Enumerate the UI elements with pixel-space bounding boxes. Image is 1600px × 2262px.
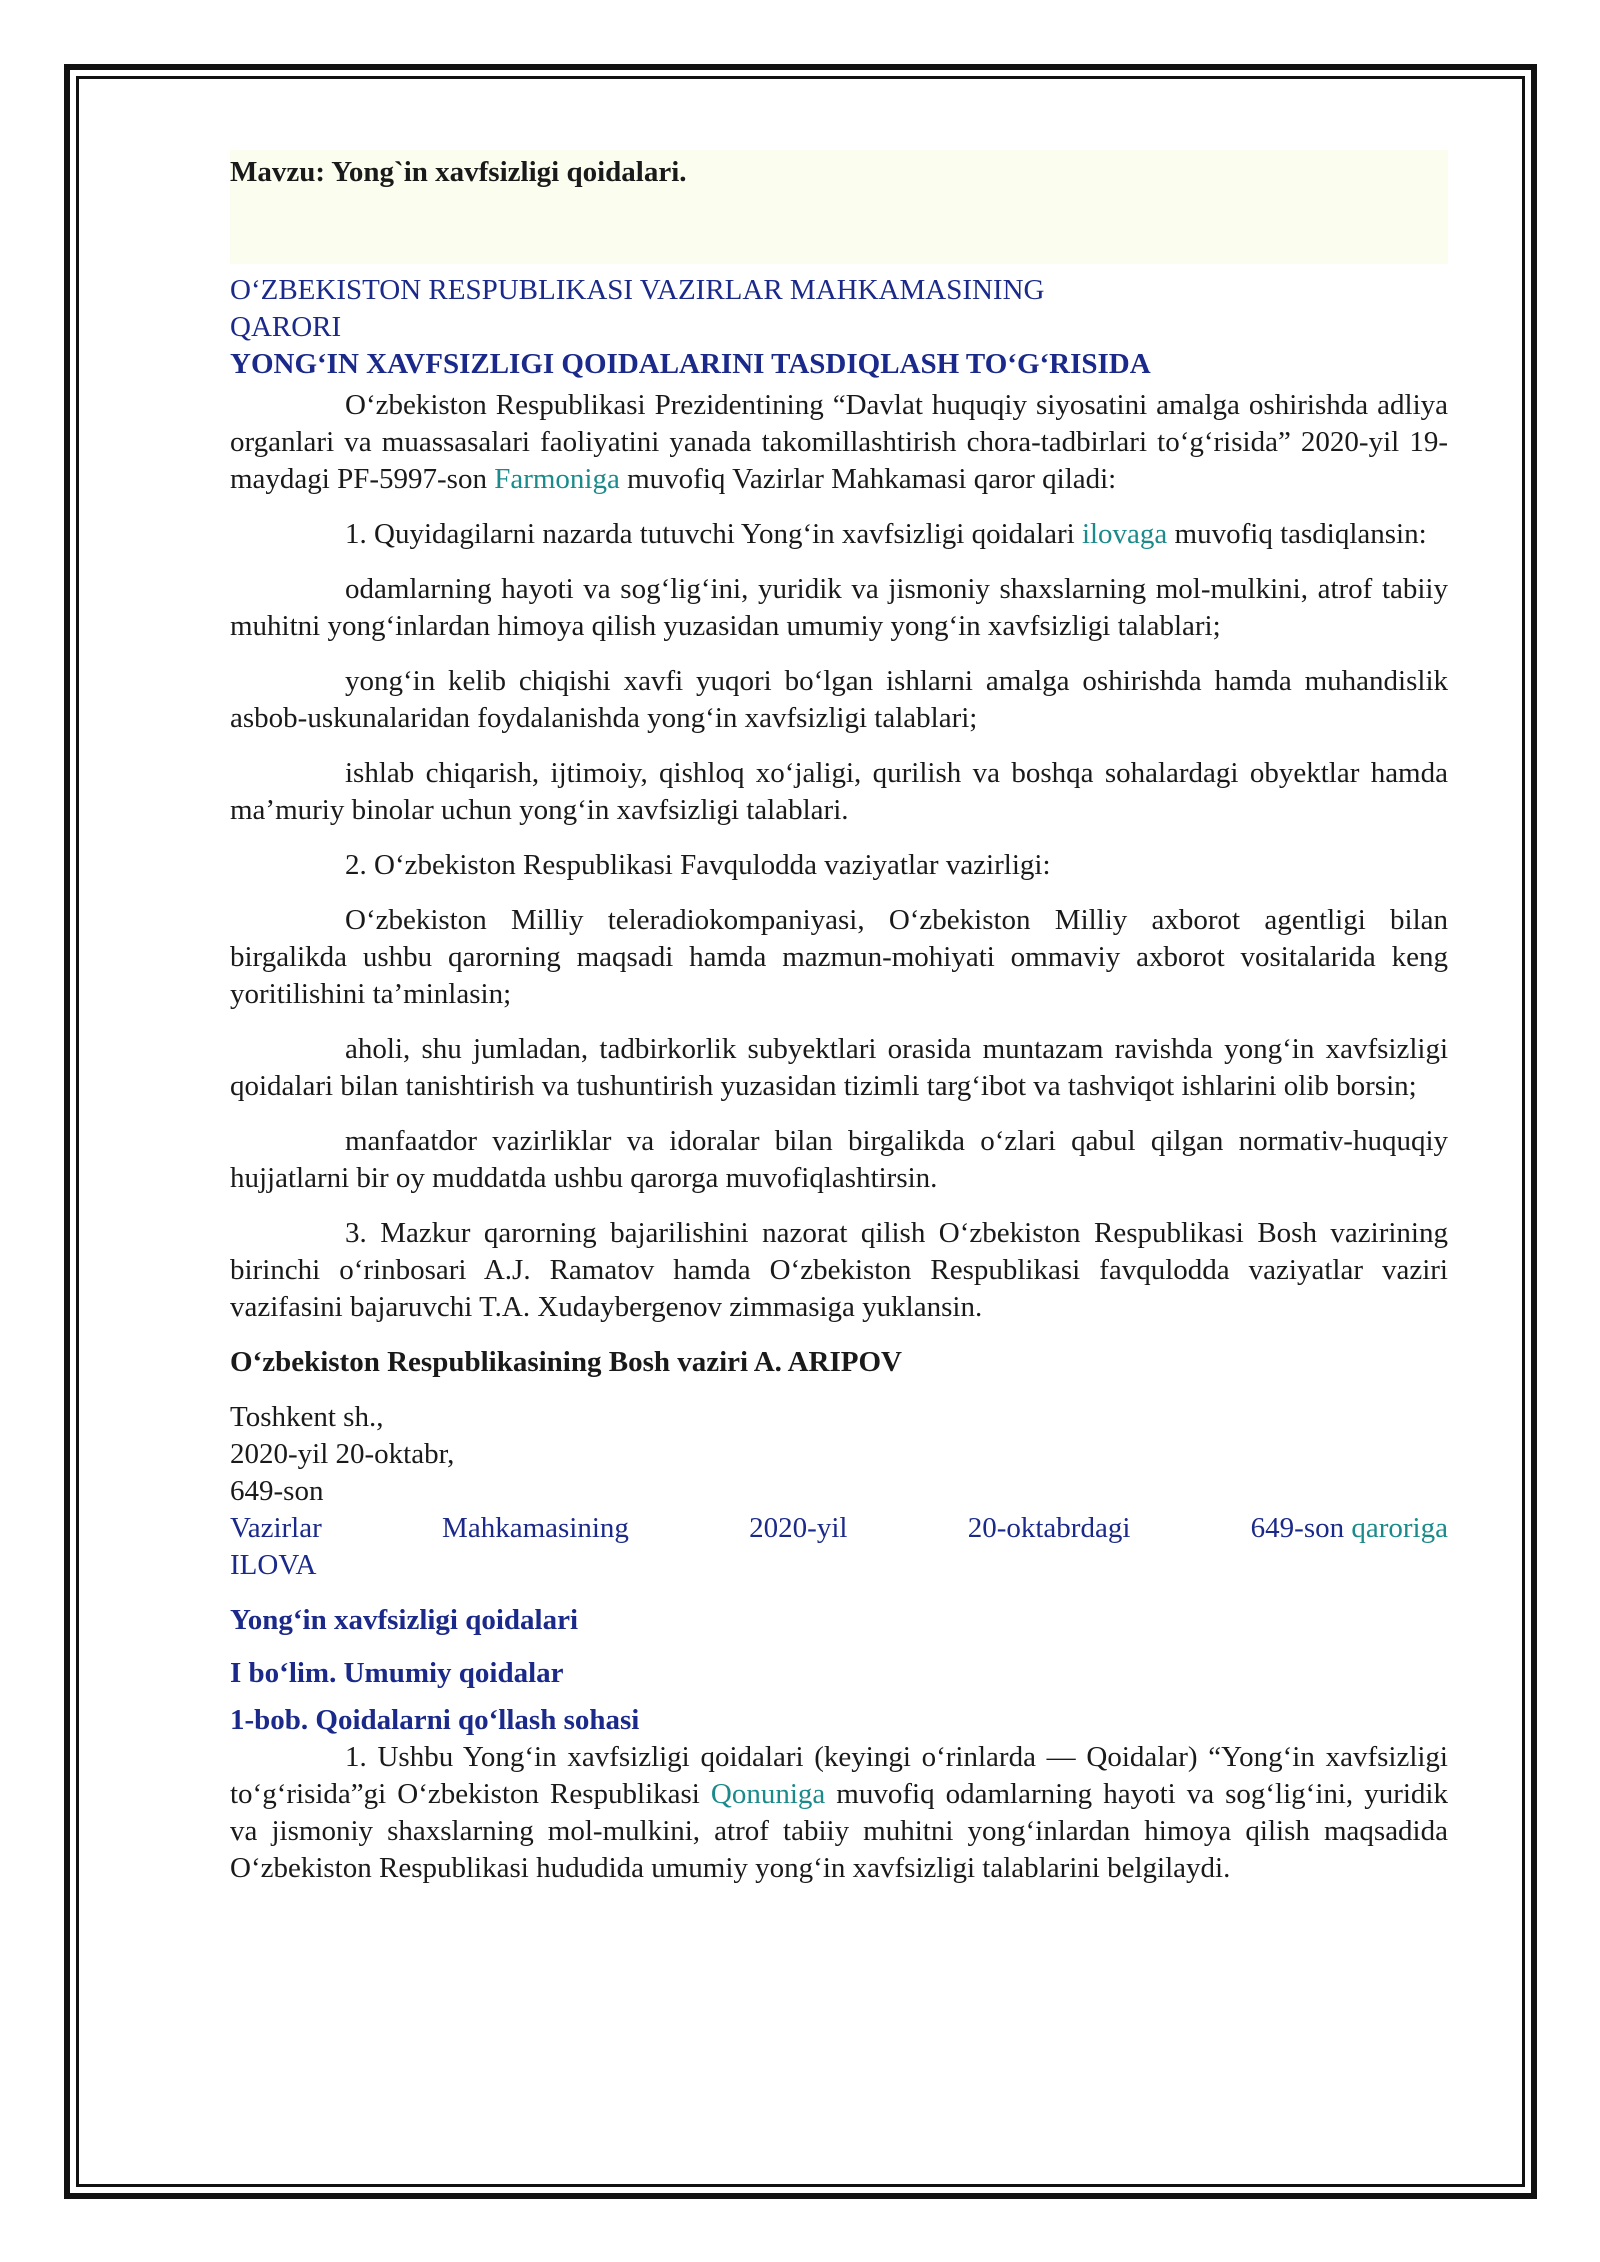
- signature: O‘zbekiston Respublikasining Bosh vaziri A. ARIPOV: [230, 1346, 902, 1378]
- decree-title: YONG‘IN XAVFSIZLIGI QOIDALARINI TASDIQLASH TO‘G‘RISIDA: [230, 348, 1151, 380]
- item-1-sub-c: ishlab chiqarish, ijtimoiy, qishloq xo‘jaligi, qurilish va boshqa sohalardagi obyektlar hamda ma’muriy binolar uchun yong‘in xavfsizligi talablari.: [230, 757, 1448, 826]
- annex-word-5-group: [1251, 1510, 1448, 1547]
- place-city: Toshkent sh.,: [230, 1401, 384, 1433]
- rules-title: Yong‘in xavfsizligi qoidalari: [230, 1604, 579, 1636]
- item-2-sub-b: aholi, shu jumladan, tadbirkorlik subyektlari orasida muntazam ravishda yong‘in xavfsizligi qoidalari bilan tanishtirish va tushuntirish yuzasidan tizimli targ‘ibot va tashviqot ishlarini olib borsin;: [230, 1033, 1448, 1102]
- item-1-text: 1. Quyidagilarni nazarda tutuvchi Yong‘in xavfsizligi qoidalari: [345, 518, 1082, 550]
- annex-word-3: 2020-yil: [749, 1512, 848, 1544]
- chapter-heading: 1-bob. Qoidalarni qo‘llash sohasi: [230, 1704, 640, 1736]
- item-2: 2. O‘zbekiston Respublikasi Favqulodda vaziyatlar vazirligi:: [345, 849, 1051, 881]
- item-3: 3. Mazkur qarorning bajarilishini nazorat qilish O‘zbekiston Respublikasi Bosh vazirining birinchi o‘rinbosari A.J. Ramatov hamda O‘zbekiston Respublikasi favqulodda vaziyatlar vaziri vazifasini bajaruvchi T.A. Xudaybergenov zimmasiga yuklansin.: [230, 1217, 1448, 1323]
- annex-word-5: 649-son: [1250, 1512, 1345, 1544]
- place-number: 649-son: [230, 1475, 324, 1507]
- qonun-link[interactable]: Qonuniga: [710, 1778, 826, 1810]
- place-date-block: [230, 1399, 1448, 1510]
- item-1-text-end: muvofiq tasdiqlansin:: [1167, 518, 1427, 550]
- item-1: [230, 516, 1448, 553]
- decree-type: QARORI: [230, 311, 342, 343]
- item-2-sub-c: manfaatdor vazirliklar va idoralar bilan birgalikda o‘zlari qabul qilgan normativ-huquqiy hujjatlarni bir oy muddatda ushbu qarorga muvofiqlashtirsin.: [230, 1125, 1448, 1194]
- annex-word-2: Mahkamasining: [442, 1512, 629, 1544]
- decree-issuer: O‘ZBEKISTON RESPUBLIKASI VAZIRLAR MAHKAMASINING: [230, 274, 1045, 306]
- annex-reference: [230, 1510, 1448, 1547]
- annex-word-1: Vazirlar: [230, 1512, 322, 1544]
- annex-label: ILOVA: [230, 1549, 317, 1581]
- farmon-link[interactable]: Farmoniga: [494, 463, 620, 495]
- item-1-sub-b: yong‘in kelib chiqishi xavfi yuqori bo‘lgan ishlarni amalga oshirishda hamda muhandislik asbob-uskunalaridan foydalanishda yong‘in xavfsizligi talablari;: [230, 665, 1448, 734]
- topic-heading: Mavzu: Yong`in xavfsizligi qoidalari.: [230, 150, 1448, 264]
- qaror-link[interactable]: qaroriga: [1351, 1512, 1448, 1544]
- place-date: 2020-yil 20-oktabr,: [230, 1438, 455, 1470]
- clause-1-text: 1. Ushbu Yong‘in xavfsizligi qoidalari (keyingi o‘rinlarda — Qoidalar) “Yong‘in xavfsizligi to‘g‘risida”gi O‘zbekiston Respublikasi: [230, 1741, 1448, 1810]
- item-2-sub-a: O‘zbekiston Milliy teleradiokompaniyasi, O‘zbekiston Milliy axborot agentligi bilan birgalikda ushbu qarorning maqsadi hamda mazmun-mohiyati ommaviy axborot vositalarida keng yoritilishini ta’minlasin;: [230, 904, 1448, 1010]
- clause-1: [230, 1739, 1448, 1887]
- section-heading: I bo‘lim. Umumiy qoidalar: [230, 1657, 564, 1689]
- item-1-sub-a: odamlarning hayoti va sog‘lig‘ini, yuridik va jismoniy shaxslarning mol-mulkini, atrof tabiiy muhitni yong‘inlardan himoya qilish yuzasidan umumiy yong‘in xavfsizligi talablari;: [230, 573, 1448, 642]
- intro-text: O‘zbekiston Respublikasi Prezidentining “Davlat huquqiy siyosatini amalga oshirishda adliya organlari va muassasalari faoliyatini yanada takomillashtirish chora-tadbirlari to‘g‘risida” 2020-yil 19-maydagi PF-5997-son: [230, 389, 1448, 495]
- annex-word-4: 20-oktabrdagi: [967, 1512, 1131, 1544]
- decree-header: [230, 272, 1448, 383]
- clause-1-text-end: muvofiq odamlarning hayoti va sog‘lig‘ini, yuridik va jismoniy shaxslarning mol-mulkini, atrof tabiiy muhitni yong‘inlardan himoya qilish maqsadida O‘zbekiston Respublikasi hududida umumiy yong‘in xavfsizligi talablarini belgilaydi.: [230, 1778, 1448, 1884]
- intro-text-end: muvofiq Vazirlar Mahkamasi qaror qiladi:: [619, 463, 1117, 495]
- intro-paragraph: [230, 387, 1448, 498]
- document-body: [230, 150, 1448, 1905]
- ilova-link[interactable]: ilovaga: [1081, 518, 1168, 550]
